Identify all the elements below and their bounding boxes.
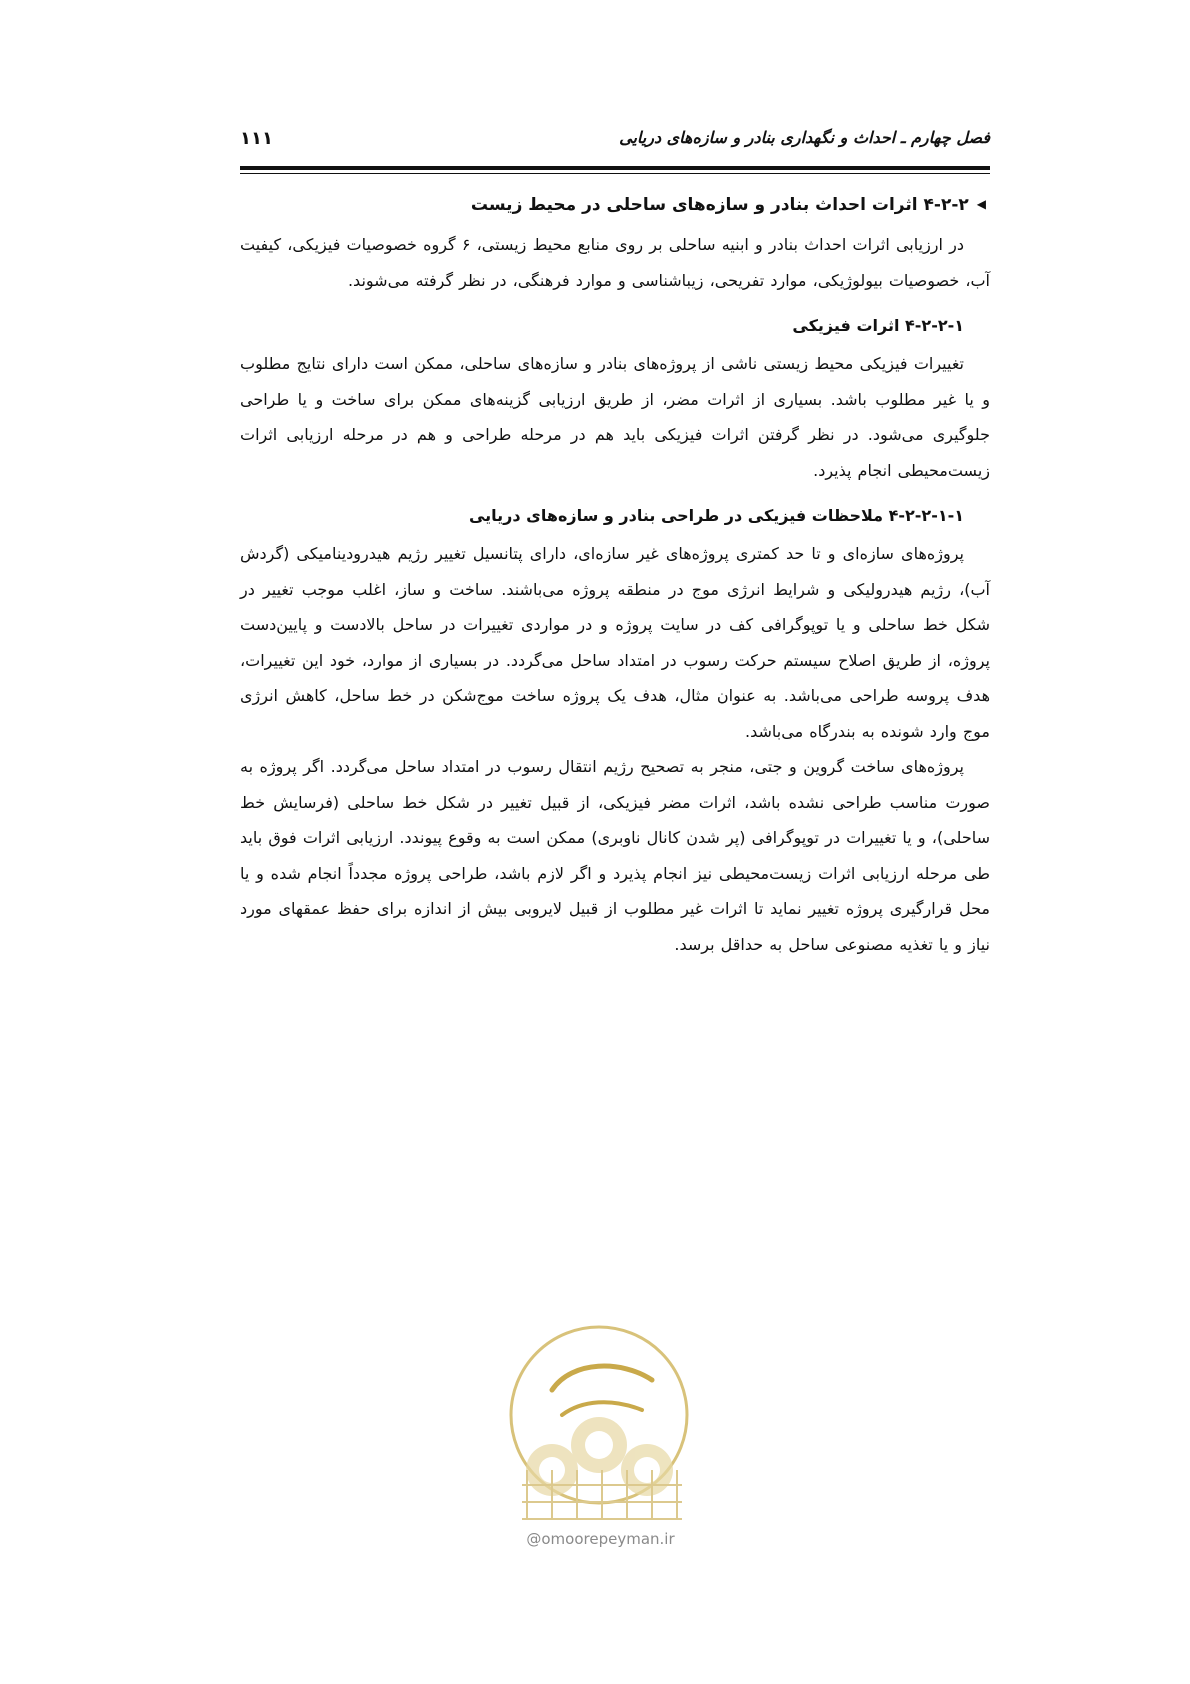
subsection-heading: ۴-۲-۲-۱ اثرات فیزیکی (792, 316, 964, 335)
triangle-bullet-icon: ◀ (976, 197, 986, 211)
subsubsection-heading: ۴-۲-۲-۱-۱ ملاحظات فیزیکی در طراحی بنادر و سازه‌های دریایی (468, 506, 964, 525)
running-title: فصل چهارم ـ احداث و نگهداری بنادر و سازه‌های دریایی (619, 128, 990, 147)
page-number: ۱۱۱ (240, 128, 273, 149)
paragraph: پروژه‌های سازه‌ای و تا حد کمتری پروژه‌های غیر سازه‌ای، دارای پتانسیل تغییر رژیم هیدرودینامیکی (گردش آب)، رژیم هیدرولیکی و شرایط انرژی موج در منطقه پروژه می‌باشند. ساخت و ساز، اغلب موجب تغییر در شکل خط ساحلی و یا توپوگرافی کف در سایت پروژه و در مواردی تغییرات در ساحل بالادست و پایین‌دست پروژه، از طریق اصلاح سیستم حرکت رسوب در امتداد ساحل می‌گردد. در بسیاری از موارد، خود این تغییرات، هدف پروسه طراحی می‌باشد. به عنوان مثال، هدف یک پروژه ساخت موج‌شکن در خط ساحل، کاهش انرژی موج وارد شونده به بندرگاه می‌باشد. (240, 544, 990, 741)
page-header (240, 128, 990, 162)
section-heading-text: ۴-۲-۲ اثرات احداث بنادر و سازه‌های ساحلی در محیط زیست (470, 195, 969, 215)
section-heading (240, 190, 990, 219)
paragraph: تغییرات فیزیکی محیط زیستی ناشی از پروژه‌های بنادر و سازه‌های ساحلی، ممکن است دارای نتایج مطلوب و یا غیر مطلوب باشد. بسیاری از اثرات مضر، از طریق ارزیابی گزینه‌های ممکن برای ساخت و یا طراحی جلوگیری می‌شود. در نظر گرفتن اثرات فیزیکی باید هم در مرحله طراحی و هم در مرحله ارزیابی اثرات زیست‌محیطی انجام پذیرد. (240, 354, 990, 480)
header-rule-thick (240, 166, 990, 170)
paragraph: در ارزیابی اثرات احداث بنادر و ابنیه ساحلی بر روی منابع محیط زیستی، ۶ گروه خصوصیات فیزیکی، کیفیت آب، خصوصیات بیولوژیکی، موارد تفریحی، زیباشناسی و موارد فرهنگی، در نظر گرفته می‌شوند. (240, 235, 990, 290)
watermark-logo-icon (492, 1320, 706, 1525)
header-rule-thin (240, 173, 990, 174)
paragraph: پروژه‌های ساخت گروین و جتی، منجر به تصحیح رژیم انتقال رسوب در امتداد ساحل می‌گردد. اگر پروژه به صورت مناسب طراحی نشده باشد، اثرات مضر فیزیکی، از قبیل تغییر در شکل خط ساحلی (فرسایش خط ساحلی)، و یا تغییرات در توپوگرافی (پر شدن کانال ناوبری) ممکن است به وقوع پیوندد. ارزیابی اثرات فوق باید طی مرحله ارزیابی اثرات زیست‌محیطی نیز انجام پذیرد و اگر لازم باشد، طراحی پروژه مجدداً انجام شده و یا محل قرارگیری پروژه تغییر نماید تا اثرات غیر مطلوب از قبیل لایروبی بیش از اندازه برای حفظ عمقهای مورد نیاز و یا تغذیه مصنوعی ساحل به حداقل برسد. (240, 757, 990, 954)
page-body (240, 190, 990, 962)
watermark-site: @omoorepeyman.ir (526, 1530, 675, 1548)
